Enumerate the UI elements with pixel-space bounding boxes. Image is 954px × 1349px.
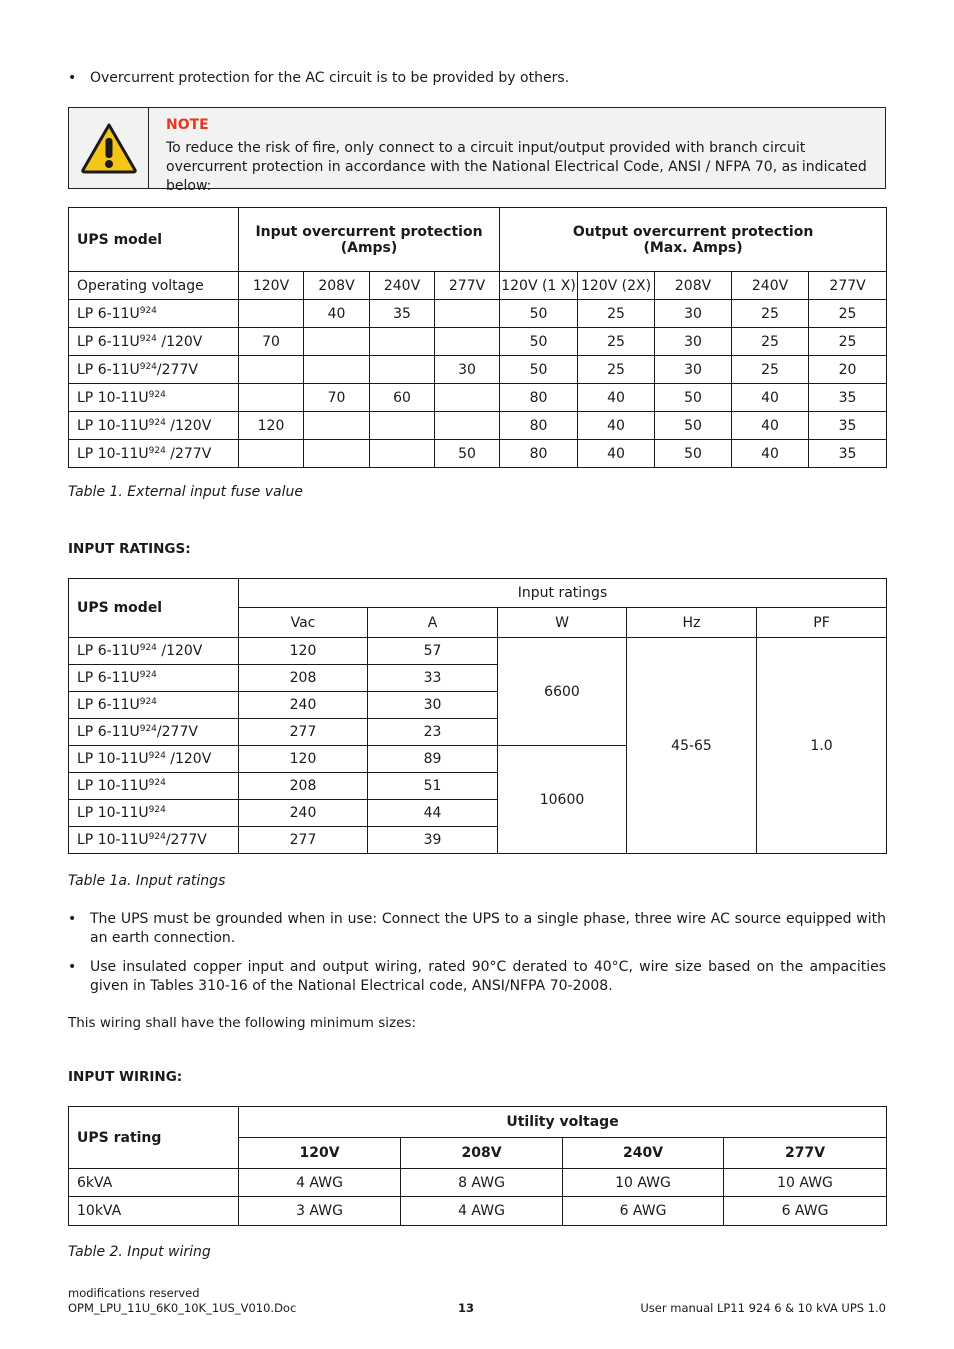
voltage-header: 208V [655, 272, 732, 300]
table-cell: 50 [655, 440, 732, 468]
table-cell: 30 [655, 300, 732, 328]
model-cell: LP $6-11U^{924}/277V$ [69, 356, 239, 384]
table-row [69, 328, 887, 356]
vac-cell: 277 [239, 827, 368, 854]
table-row [69, 384, 887, 412]
header-input-ratings: Input ratings [239, 579, 887, 608]
voltage-header: 120V [239, 1138, 401, 1169]
header-output-protection: Output overcurrent protection (Max. Amps) [500, 208, 887, 272]
footer-manual-title: User manual LP11 924 6 & 10 kVA UPS 1.0 [640, 1301, 886, 1315]
voltage-header: 277V [724, 1138, 887, 1169]
voltage-header: 277V [435, 272, 500, 300]
model-cell: LP $10-11U^{924}$ /120V [69, 412, 239, 440]
table-cell [304, 356, 370, 384]
table-row [69, 1197, 887, 1226]
table-cell: 25 [809, 328, 887, 356]
voltage-header: 208V [304, 272, 370, 300]
header-utility-voltage: Utility voltage [239, 1107, 887, 1138]
table-cell: 40 [578, 412, 655, 440]
bullet-text: The UPS must be grounded when in use: Connect the UPS to a single phase, three wire AC source equipped with an earth connection. [90, 911, 886, 946]
table2-caption: Table 2. Input wiring [68, 1244, 211, 1260]
table-external-fuse [68, 207, 887, 468]
table-cell: 40 [732, 412, 809, 440]
table-cell [370, 328, 435, 356]
table-cell: 40 [304, 300, 370, 328]
heading-input-wiring: INPUT WIRING: [68, 1069, 183, 1085]
column-header-w: W [498, 608, 627, 638]
column-header-pf: PF [757, 608, 887, 638]
table-cell: 70 [304, 384, 370, 412]
model-cell: LP $10-11U^{924}$ [69, 384, 239, 412]
table-cell: 40 [578, 384, 655, 412]
model-cell: LP $6-11U^{924}/277V$ [69, 719, 239, 746]
vac-cell: 240 [239, 800, 368, 827]
table-cell: 8 AWG [401, 1169, 563, 1197]
table-cell: 35 [809, 384, 887, 412]
table-cell: 6 AWG [724, 1197, 887, 1226]
heading-input-ratings: INPUT RATINGS: [68, 541, 191, 557]
rating-cell: 10kVA [69, 1197, 239, 1226]
header-ups-rating: UPS rating [69, 1107, 239, 1169]
table-cell: 30 [435, 356, 500, 384]
note-title: NOTE [166, 117, 209, 133]
pf-cell: 1.0 [757, 638, 887, 854]
table-cell: 50 [500, 300, 578, 328]
table-cell: 25 [732, 300, 809, 328]
footer-doc-name: OPM_LPU_11U_6K0_10K_1US_V010.Doc [68, 1301, 297, 1315]
note-box [68, 107, 886, 194]
table-cell: 25 [578, 356, 655, 384]
table1-caption: Table 1. External input fuse value [68, 484, 303, 500]
table-cell: 4 AWG [239, 1169, 401, 1197]
table-cell: 6 AWG [563, 1197, 724, 1226]
table-row [69, 300, 887, 328]
table-cell: 25 [732, 356, 809, 384]
table-cell: 25 [578, 328, 655, 356]
table-cell: 25 [732, 328, 809, 356]
table-cell: 50 [435, 440, 500, 468]
table-row [69, 440, 887, 468]
table-cell: 30 [655, 356, 732, 384]
rating-cell: 6kVA [69, 1169, 239, 1197]
table-row [69, 356, 887, 384]
amps-cell: 57 [368, 638, 498, 665]
table-cell: 40 [732, 384, 809, 412]
column-header-vac: Vac [239, 608, 368, 638]
table-row [69, 1169, 887, 1197]
amps-cell: 33 [368, 665, 498, 692]
table-cell [304, 412, 370, 440]
table-cell: 50 [500, 356, 578, 384]
table-input-wiring [68, 1106, 887, 1226]
table-input-ratings [68, 578, 887, 854]
bullet-grounding [68, 910, 886, 948]
warning-triangle-icon [80, 122, 138, 174]
footer-modifications: modifications reserved [68, 1286, 200, 1300]
model-cell: LP $10-11U^{924}$ /120V [69, 746, 239, 773]
table-cell: 35 [370, 300, 435, 328]
vac-cell: 208 [239, 665, 368, 692]
table-cell: 10 AWG [563, 1169, 724, 1197]
table-cell: 20 [809, 356, 887, 384]
amps-cell: 51 [368, 773, 498, 800]
header-ups-model: UPS model [69, 579, 239, 638]
vac-cell: 120 [239, 638, 368, 665]
table-cell: 30 [655, 328, 732, 356]
model-cell: LP $6-11U^{924}$ [69, 300, 239, 328]
table-cell [435, 300, 500, 328]
table-row [69, 412, 887, 440]
table-cell [239, 440, 304, 468]
table-cell: 40 [732, 440, 809, 468]
voltage-header: 240V [732, 272, 809, 300]
table-cell: 50 [655, 384, 732, 412]
table-cell: 3 AWG [239, 1197, 401, 1226]
note-text: To reduce the risk of fire, only connect to a circuit input/output provided with branch circuit overcurrent protection in accordance with the National Electrical Code, ANSI / NFPA 70, as indicated below: [166, 140, 867, 194]
wiring-sentence: This wiring shall have the following minimum sizes: [68, 1015, 417, 1031]
table-cell [435, 384, 500, 412]
operating-voltage-label: Operating voltage [69, 272, 239, 300]
table-row [69, 638, 887, 665]
watts-10kva-cell: 10600 [498, 746, 627, 854]
model-cell: LP $10-11U^{924}/277V$ [69, 827, 239, 854]
table-cell [435, 412, 500, 440]
voltage-header: 120V (1 X) [500, 272, 578, 300]
table-cell: 25 [809, 300, 887, 328]
column-header-hz: Hz [627, 608, 757, 638]
model-cell: LP $6-11U^{924}$ /120V [69, 328, 239, 356]
table-cell: 35 [809, 440, 887, 468]
table-cell: 120 [239, 412, 304, 440]
table-cell: 50 [655, 412, 732, 440]
page-number: 13 [458, 1301, 475, 1315]
model-cell: LP $10-11U^{924}$ [69, 773, 239, 800]
model-cell: LP $10-11U^{924}$ /277V [69, 440, 239, 468]
model-cell: LP $6-11U^{924}$ [69, 692, 239, 719]
table-cell: 35 [809, 412, 887, 440]
table-cell: 70 [239, 328, 304, 356]
model-cell: LP $6-11U^{924}$ [69, 665, 239, 692]
amps-cell: 44 [368, 800, 498, 827]
voltage-header: 240V [563, 1138, 724, 1169]
model-cell: LP $6-11U^{924}$ /120V [69, 638, 239, 665]
header-ups-model: UPS model [69, 208, 239, 272]
vac-cell: 208 [239, 773, 368, 800]
table-cell [370, 412, 435, 440]
amps-cell: 30 [368, 692, 498, 719]
bullet-wiring [68, 958, 886, 996]
table-cell [370, 356, 435, 384]
header-input-protection: Input overcurrent protection (Amps) [239, 208, 500, 272]
voltage-header: 240V [370, 272, 435, 300]
table-cell: 10 AWG [724, 1169, 887, 1197]
bullet-dot: • [68, 911, 77, 927]
model-cell: LP $10-11U^{924}$ [69, 800, 239, 827]
table-cell [370, 440, 435, 468]
table-cell [239, 384, 304, 412]
table-cell: 80 [500, 440, 578, 468]
table-cell: 40 [578, 440, 655, 468]
bullet-overcurrent [68, 69, 886, 88]
bullet-dot: • [68, 70, 77, 86]
table-cell [435, 328, 500, 356]
column-header-a: A [368, 608, 498, 638]
table-cell: 4 AWG [401, 1197, 563, 1226]
voltage-header: 277V [809, 272, 887, 300]
table-cell [304, 440, 370, 468]
vac-cell: 277 [239, 719, 368, 746]
note-icon-cell [69, 108, 149, 188]
voltage-header: 120V (2X) [578, 272, 655, 300]
vac-cell: 120 [239, 746, 368, 773]
bullet-dot: • [68, 959, 77, 975]
table-cell: 60 [370, 384, 435, 412]
table-cell: 25 [578, 300, 655, 328]
hz-cell: 45-65 [627, 638, 757, 854]
bullet-text: Overcurrent protection for the AC circuit is to be provided by others. [90, 70, 570, 86]
table-cell [239, 300, 304, 328]
voltage-header: 120V [239, 272, 304, 300]
bullet-text: Use insulated copper input and output wiring, rated 90°C derated to 40°C, wire size based on the ampacities given in Tables 310-16 of the National Electrical code, ANSI/NFPA 70-2008. [90, 959, 886, 994]
table-cell [304, 328, 370, 356]
table-cell: 80 [500, 412, 578, 440]
amps-cell: 39 [368, 827, 498, 854]
amps-cell: 89 [368, 746, 498, 773]
table-cell: 80 [500, 384, 578, 412]
amps-cell: 23 [368, 719, 498, 746]
vac-cell: 240 [239, 692, 368, 719]
voltage-header: 208V [401, 1138, 563, 1169]
table1a-caption: Table 1a. Input ratings [68, 873, 226, 889]
table-cell [239, 356, 304, 384]
watts-6kva-cell: 6600 [498, 638, 627, 746]
table-cell: 50 [500, 328, 578, 356]
